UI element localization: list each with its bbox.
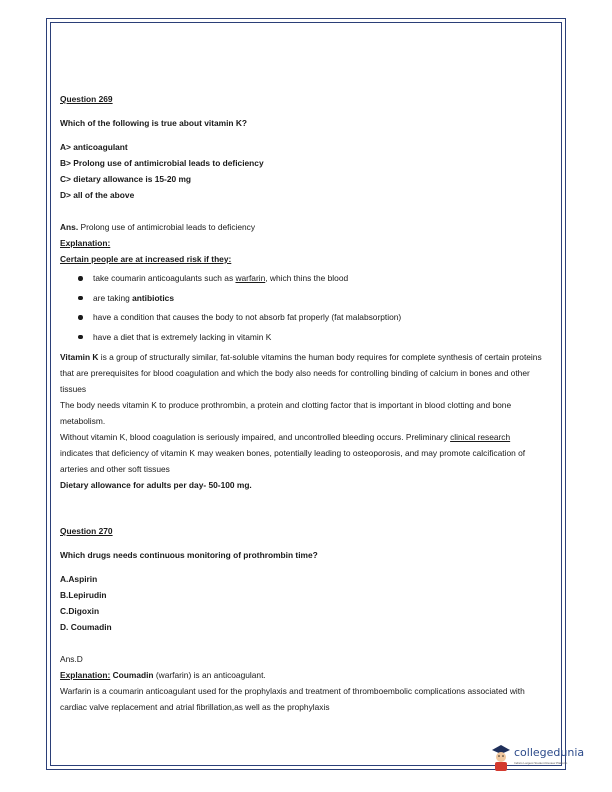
q270-option-b: B.Lepirudin (60, 590, 107, 600)
prothrombin-paragraph: The body needs vitamin K to produce prothrombin, a protein and clotting factor that is important in blood clotting and bone metabolism. (60, 400, 512, 426)
dietary-allowance: Dietary allowance for adults per day- 50-100 mg. (60, 480, 252, 490)
q269-answer (60, 219, 545, 235)
logo-name: collegedunia (514, 746, 585, 759)
bullet-icon (78, 296, 83, 301)
warfarin-paragraph: Warfarin is a coumarin anticoagulant used for the prophylaxis and treatment of thromboembolic complications associated with cardiac valve replacement and atrial fibrillation,as well as the prophylaxis (60, 686, 525, 712)
question-270-text: Which drugs needs continuous monitoring of prothrombin time? (60, 550, 318, 560)
mascot-icon (490, 742, 512, 772)
list-item: have a diet that is extremely lacking in vitamin K (60, 328, 545, 348)
q270-answer: Ans.D (60, 654, 83, 664)
question-270-heading: Question 270 (60, 526, 113, 536)
bullet-icon (78, 276, 83, 281)
question-269-heading: Question 269 (60, 94, 113, 104)
bullet-icon (78, 335, 83, 340)
q270-explanation: Explanation: Coumadin (warfarin) is an anticoagulant. (60, 670, 266, 680)
answer-text: Prolong use of antimicrobial leads to deficiency (78, 222, 256, 232)
q270-option-d: D. Coumadin (60, 622, 112, 632)
q269-option-d: D> all of the above (60, 190, 135, 200)
q270-option-c: C.Digoxin (60, 606, 100, 616)
q269-option-a: A> anticoagulant (60, 142, 128, 152)
risk-heading: Certain people are at increased risk if they: (60, 254, 232, 264)
collegedunia-logo (490, 742, 585, 774)
clinical-research-link[interactable]: clinical research (450, 432, 511, 442)
list-item: are taking antibiotics (60, 289, 545, 309)
list-item: take coumarin anticoagulants such as warfarin, which thins the blood (60, 269, 545, 289)
answer-label: Ans. (60, 222, 79, 232)
warfarin-link[interactable]: warfarin (235, 273, 266, 283)
q269-explanation-label: Explanation: (60, 238, 111, 248)
q269-option-b: B> Prolong use of antimicrobial leads to deficiency (60, 158, 264, 168)
vitamin-k-paragraph: Vitamin K is a group of structurally similar, fat-soluble vitamins the human body requires for complete synthesis of certain proteins that are prerequisites for blood coagulation and which the body also needs for controlling binding of calcium in bones and other tissues (60, 352, 542, 394)
bullet-icon (78, 315, 83, 320)
q270-option-a: A.Aspirin (60, 574, 98, 584)
question-269-text: Which of the following is true about vitamin K? (60, 118, 248, 128)
logo-tagline: India's Largest Student Review Platform (514, 761, 568, 765)
risk-list (60, 269, 545, 347)
document-content (60, 91, 545, 715)
coagulation-paragraph: Without vitamin K, blood coagulation is seriously impaired, and uncontrolled bleeding occurs. Preliminary clinical research indicates that deficiency of vitamin K may weaken bones, potentially leading to osteoporosis, and may promote calcification of arteries and other soft tissues (60, 432, 526, 474)
list-item: have a condition that causes the body to not absorb fat properly (fat malabsorption) (60, 308, 545, 328)
q269-option-c: C> dietary allowance is 15-20 mg (60, 174, 192, 184)
